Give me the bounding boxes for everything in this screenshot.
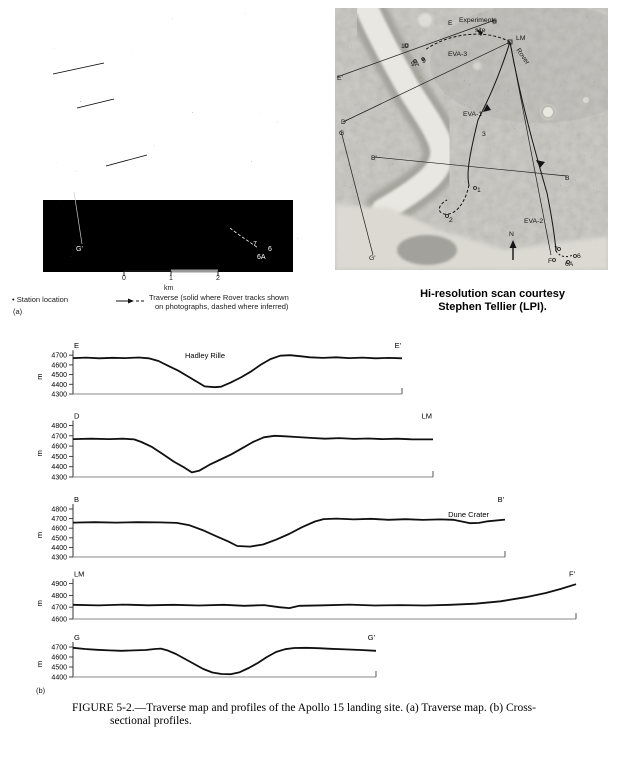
y-tick-label: 4900 — [51, 581, 67, 589]
y-tick-label: 4600 — [51, 443, 67, 451]
y-axis-unit-label: m — [35, 373, 44, 380]
map-a-label: 6A — [257, 254, 266, 261]
y-axis-unit-label: m — [35, 600, 44, 607]
figure-caption: FIGURE 5-2.—Traverse map and profiles of the Apollo 15 landing site. (a) Traverse map. (b) Cross- sectional profiles. — [72, 702, 536, 727]
profile-annotation: Hadley Rille — [184, 351, 226, 360]
traverse-arrow-icon — [116, 297, 148, 305]
y-tick-label: 4600 — [51, 616, 67, 624]
profile-endpoint-label: E — [74, 341, 80, 351]
map-b-label: E' — [337, 75, 343, 82]
map-a-label: G' — [76, 246, 83, 253]
map-b-label: LM — [516, 35, 526, 42]
scale-tick-2: 2 — [216, 275, 220, 282]
traverse-map-photo — [0, 0, 310, 276]
map-b-label: E — [448, 20, 453, 27]
map-b-label: 1 — [477, 187, 481, 194]
photo-a-terrain — [43, 3, 305, 274]
y-tick-label: 4400 — [51, 381, 67, 389]
y-tick-label: 4700 — [51, 644, 67, 652]
profile-curve — [73, 584, 576, 608]
sub-label-a: (a) — [13, 307, 23, 316]
map-b-label: 3 — [482, 131, 486, 138]
map-b-label: Experiments — [459, 17, 497, 24]
map-b-label: B' — [371, 155, 377, 162]
map-b-label: 9A — [411, 61, 420, 68]
map-b-label: 9 — [422, 58, 426, 65]
profile-G-G' — [35, 633, 376, 682]
profile-endpoint-label: E' — [394, 341, 401, 351]
profile-curve — [73, 355, 402, 387]
profile-endpoint-label: B' — [497, 495, 504, 504]
cross-section-profiles — [0, 330, 617, 700]
profile-endpoint-label: LM — [421, 411, 432, 421]
map-b-label: site — [475, 27, 486, 34]
map-b-label: D' — [341, 119, 348, 126]
legend-station: • Station location — [12, 295, 69, 304]
profile-E-E' — [35, 341, 402, 398]
map-b-label: 6 — [577, 253, 581, 260]
profile-endpoint-label: LM — [74, 569, 85, 579]
hires-scan-photo — [335, 8, 608, 270]
y-axis-unit-label: m — [35, 450, 44, 457]
map-b-label: F' — [548, 258, 554, 265]
profile-B-B' — [35, 495, 505, 562]
map-b-label: EVA-3 — [448, 51, 468, 58]
y-tick-label: 4400 — [51, 674, 67, 682]
map-b-label: 10 — [401, 43, 409, 50]
y-tick-label: 4700 — [51, 433, 67, 441]
map-a-label: 6 — [268, 246, 272, 253]
map-b-label: 2 — [449, 217, 453, 224]
legend-traverse: Traverse (solid where Rover tracks shown on photographs, dashed where inferred) — [149, 293, 289, 311]
map-b-label: B — [565, 175, 570, 182]
profile-endpoint-label: D — [74, 411, 80, 421]
scale-tick-1: 1 — [169, 275, 173, 282]
map-b-label: 7 — [554, 246, 558, 253]
y-tick-label: 4800 — [51, 423, 67, 430]
y-tick-label: 4300 — [51, 474, 67, 482]
y-tick-label: 4600 — [51, 654, 67, 662]
map-b-label: Rover — [514, 47, 531, 67]
y-tick-label: 4300 — [51, 391, 67, 399]
y-axis-unit-label: m — [35, 531, 44, 539]
map-b-label: N — [509, 231, 514, 238]
profile-curve — [73, 519, 505, 547]
y-tick-label: 4800 — [51, 506, 67, 514]
map-b-label: EVA-2 — [524, 218, 544, 225]
profile-annotation: Dune Crater — [448, 510, 489, 519]
profile-endpoint-label: F' — [568, 569, 575, 579]
scale-tick-0: 0 — [122, 275, 126, 282]
profile-endpoint-label: G — [74, 633, 80, 642]
crater-blob — [93, 231, 161, 265]
y-tick-label: 4600 — [51, 362, 67, 370]
map-b-label: G — [339, 130, 345, 137]
y-tick-label: 4500 — [51, 535, 67, 543]
profile-curve — [73, 648, 376, 674]
y-tick-label: 4700 — [51, 352, 67, 360]
y-tick-label: 4800 — [51, 592, 67, 600]
y-tick-label: 4700 — [51, 516, 67, 524]
y-tick-label: 4500 — [51, 664, 67, 672]
profile-D-LM — [35, 412, 433, 482]
y-axis-unit-label: m — [35, 660, 44, 668]
y-tick-label: 4600 — [51, 525, 67, 533]
scale-unit: km — [164, 285, 174, 292]
map-b-label: 6A — [565, 261, 574, 268]
y-tick-label: 4400 — [51, 464, 67, 472]
y-tick-label: 4300 — [51, 554, 67, 562]
profile-curve — [73, 436, 433, 473]
y-tick-label: 4500 — [51, 372, 67, 380]
hires-caption: Hi-resolution scan courtesy Stephen Tellier (LPI). — [420, 288, 565, 313]
station-dot-icon: • — [12, 295, 15, 304]
y-tick-label: 4400 — [51, 544, 67, 552]
sub-label-b: (b) — [36, 686, 46, 695]
profile-endpoint-label: B — [74, 495, 80, 504]
map-a-label: 7 — [253, 241, 257, 248]
y-tick-label: 4700 — [51, 604, 67, 612]
y-tick-label: 4500 — [51, 453, 67, 461]
profile-endpoint-label: G' — [367, 633, 375, 642]
map-b-label: G' — [369, 255, 376, 262]
map-b-label: EVA-1 — [463, 111, 483, 118]
profile-LM-F' — [35, 570, 576, 624]
